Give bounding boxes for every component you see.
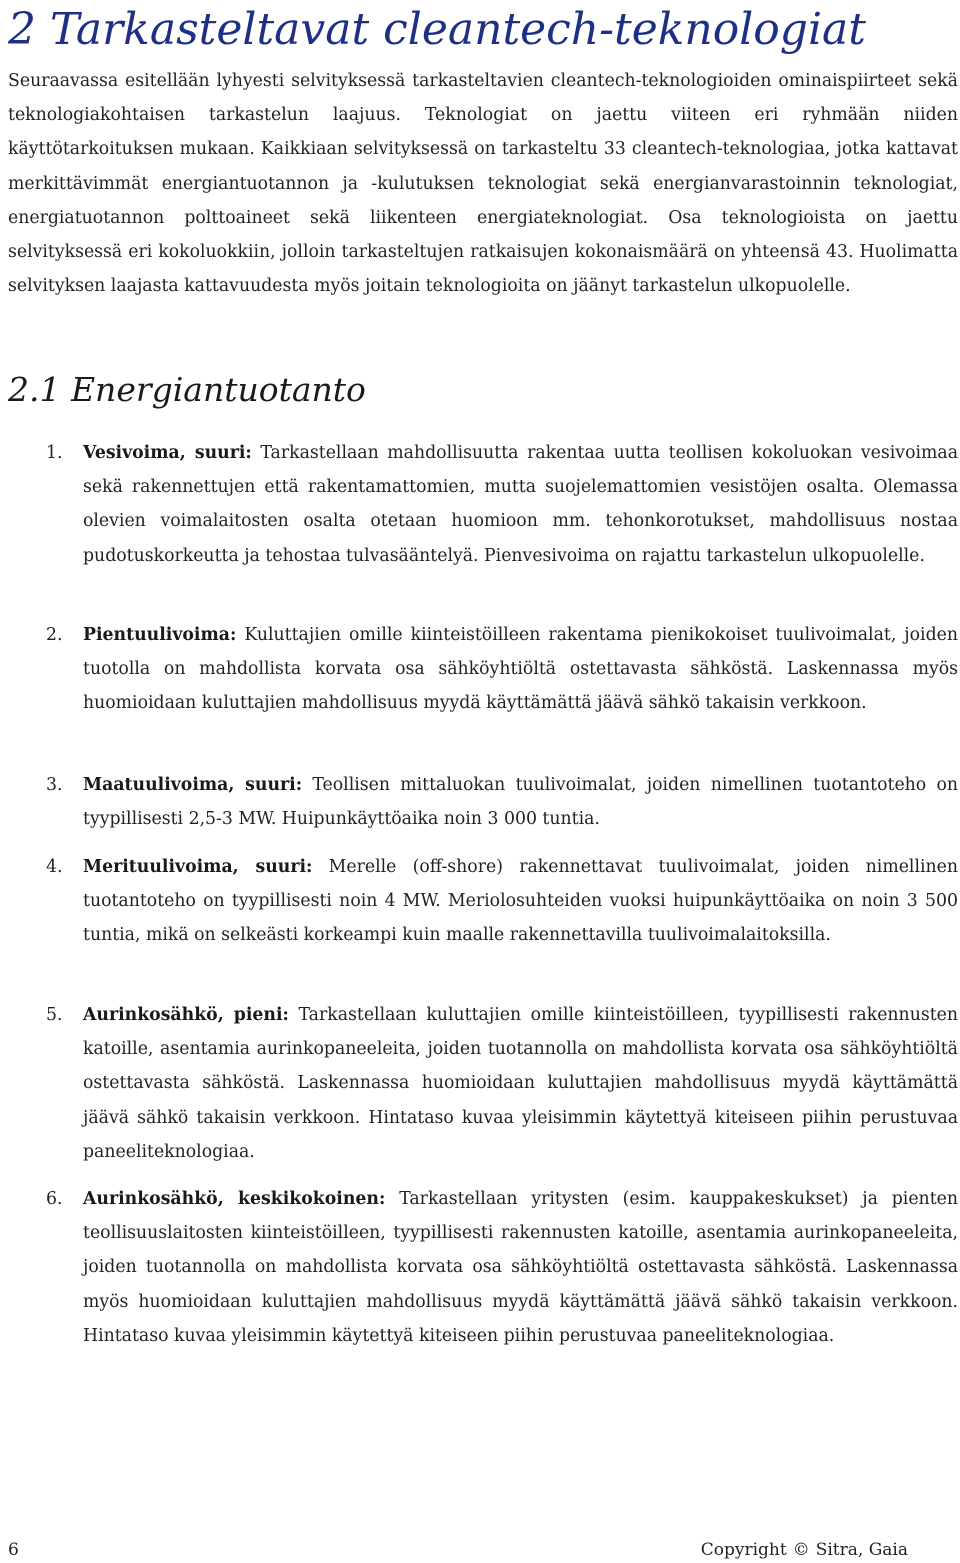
copyright-label: Copyright	[700, 1540, 787, 1560]
list-item-term: Pientuulivoima:	[83, 625, 237, 645]
list-item-term: Aurinkosähkö, pieni:	[83, 1005, 289, 1025]
list-item-number: 4.	[46, 857, 63, 877]
list-item-text	[83, 768, 958, 836]
list-item-number: 2.	[46, 625, 63, 645]
list-item-description: Kuluttajien omille kiinteistöilleen rakentama pienikokoiset tuulivoimalat, joiden tuotolla on mahdollista korvata osa sähköyhtiöltä ostettavasta sähköstä. Laskennassa myös huomioidaan kuluttajien mahdollisuus myydä käyttämättä jäävä sähkö takaisin verkkoon.	[83, 625, 958, 714]
list-item-description: Tarkastellaan kuluttajien omille kiinteistöilleen, tyypillisesti rakennusten katoille, asentamia aurinkopaneeleita, joiden tuotannolla on mahdollista korvata osa sähköyhtiöltä ostettavasta sähköstä. Laskennassa huomioidaan kuluttajien mahdollisuus myydä käyttämättä jäävä sähkö takaisin verkkoon. Hintataso kuvaa yleisimmin käytettyä kiteiseen piihin perustuvaa paneeliteknologiaa.	[83, 1005, 958, 1162]
list-item-description: Merelle (off-shore) rakennettavat tuulivoimalat, joiden nimellinen tuotantoteho on tyypillisesti noin 4 MW. Meriolosuhteiden vuoksi huipunkäyttöaika on noin 3 500 tuntia, mikä on selkeästi korkeampi kuin maalle rakennettavilla tuulivoimalaitoksilla.	[83, 857, 958, 946]
copyright-notice	[701, 1538, 908, 1562]
list-item-term: Merituulivoima, suuri:	[83, 857, 313, 877]
list-item-term: Aurinkosähkö, keskikokoinen:	[83, 1189, 386, 1209]
list-item-text	[83, 618, 958, 721]
page-number: 6	[8, 1540, 19, 1560]
list-item-number: 6.	[46, 1189, 63, 1209]
list-item-text	[83, 850, 958, 953]
list-item-description: Tarkastellaan yritysten (esim. kauppakeskukset) ja pienten teollisuuslaitosten kiinteistöilleen, tyypillisesti rakennusten katoille, asentamia aurinkopaneeleita, joiden tuotannolla on mahdollista korvata osa sähköyhtiöltä ostettavasta sähköstä. Laskennassa myös huomioidaan kuluttajien mahdollisuus myydä käyttämättä jäävä sähkö takaisin verkkoon. Hintataso kuvaa yleisimmin käytettyä kiteiseen piihin perustuvaa paneeliteknologiaa.	[83, 1189, 958, 1346]
list-item-term: Maatuulivoima, suuri:	[83, 775, 303, 795]
list-item-text	[83, 436, 958, 573]
chapter-heading: 2 Tarkasteltavat cleantech-teknologiat	[8, 4, 866, 55]
copyright-holders: Sitra, Gaia	[815, 1540, 908, 1560]
list-item-description: Tarkastellaan mahdollisuutta rakentaa uutta teollisen kokoluokan vesivoimaa sekä rakennettujen että rakentamattomien, mutta suojelemattomien vesistöjen osalta. Olemassa olevien voimalaitosten osalta otetaan huomioon mm. tehonkorotukset, mahdollisuus nostaa pudotuskorkeutta ja tehostaa tulvasääntelyä. Pienvesivoima on rajattu tarkastelun ulkopuolelle.	[83, 443, 958, 566]
section-heading: 2.1 Energiantuotanto	[8, 370, 366, 409]
list-item-term: Vesivoima, suuri:	[83, 443, 252, 463]
list-item-number: 3.	[46, 775, 63, 795]
copyright-icon: ©	[792, 1540, 810, 1560]
list-item-number: 5.	[46, 1005, 63, 1025]
list-item-text	[83, 1182, 958, 1353]
list-item-description: Teollisen mittaluokan tuulivoimalat, joiden nimellinen tuotantoteho on tyypillisesti 2,5-3 MW. Huipunkäyttöaika noin 3 000 tuntia.	[83, 775, 958, 830]
list-item-number: 1.	[46, 443, 63, 463]
intro-paragraph: Seuraavassa esitellään lyhyesti selvityksessä tarkasteltavien cleantech-teknologioiden ominaispiirteet sekä teknologiakohtaisen tarkastelun laajuus. Teknologiat on jaettu viiteen eri ryhmään niiden käyttötarkoituksen mukaan. Kaikkiaan selvityksessä on tarkasteltu 33 cleantech-teknologiaa, jotka kattavat merkittävimmät energiantuotannon ja -kulutuksen teknologiat sekä energianvarastoinnin teknologiat, energiatuotannon polttoaineet sekä liikenteen energiateknologiat. Osa teknologioista on jaettu selvityksessä eri kokoluokkiin, jolloin tarkasteltujen ratkaisujen kokonaismäärä on yhteensä 43. Huolimatta selvityksen laajasta kattavuudesta myös joitain teknologioita on jäänyt tarkastelun ulkopuolelle.	[8, 71, 958, 297]
list-item-text	[83, 998, 958, 1169]
